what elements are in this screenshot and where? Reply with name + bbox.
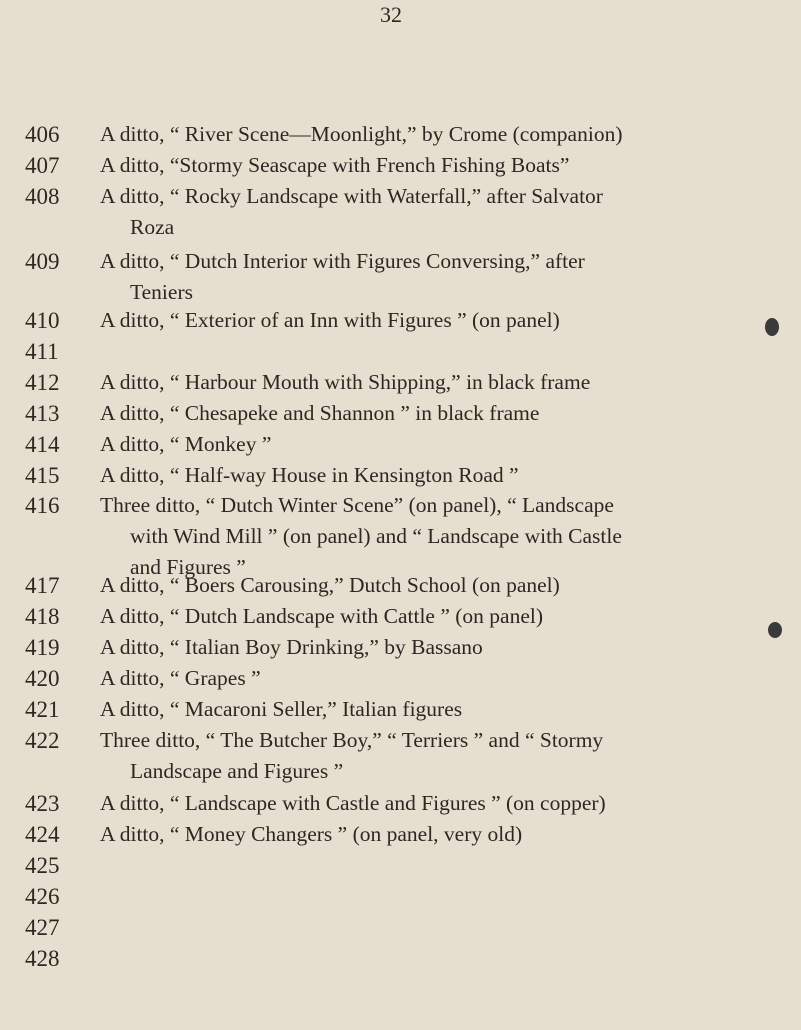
lot-description-line: Landscape and Figures ” bbox=[130, 759, 344, 783]
lot-number: 410 bbox=[25, 308, 60, 333]
lot-number: 418 bbox=[25, 604, 60, 629]
lot-description-line: A ditto, “ Italian Boy Drinking,” by Bassano bbox=[100, 635, 483, 659]
lot-number: 421 bbox=[25, 697, 60, 722]
lot-number: 417 bbox=[25, 573, 60, 598]
lot-number: 415 bbox=[25, 463, 60, 488]
lot-description bbox=[100, 246, 680, 308]
lot-description bbox=[100, 460, 680, 491]
lot-description-line: Three ditto, “ The Butcher Boy,” “ Terriers ” and “ Stormy bbox=[100, 728, 604, 752]
lot-description bbox=[100, 725, 680, 787]
lot-number: 412 bbox=[25, 370, 60, 395]
lot-description-line: A ditto, “ Boers Carousing,” Dutch School (on panel) bbox=[100, 573, 560, 597]
lot-number: 416 bbox=[25, 493, 60, 518]
lot-number: 411 bbox=[25, 339, 59, 364]
lot-description bbox=[100, 150, 680, 181]
lot-description-line: A ditto, “ Exterior of an Inn with Figures ” (on panel) bbox=[100, 308, 560, 332]
lot-description-line: A ditto, “ Rocky Landscape with Waterfall,” after Salvator bbox=[100, 184, 603, 208]
lot-description-line: Teniers bbox=[130, 280, 193, 304]
lot-description-line: A ditto, “ Landscape with Castle and Figures ” (on copper) bbox=[100, 791, 606, 815]
lot-description-line: A ditto, “ Money Changers ” (on panel, very old) bbox=[100, 822, 523, 846]
lot-description bbox=[100, 398, 680, 429]
lot-number: 426 bbox=[25, 884, 60, 909]
lot-number: 413 bbox=[25, 401, 60, 426]
lot-number: 422 bbox=[25, 728, 60, 753]
lot-description bbox=[100, 788, 680, 819]
lot-number: 407 bbox=[25, 153, 60, 178]
lot-number: 406 bbox=[25, 122, 60, 147]
lot-number: 408 bbox=[25, 184, 60, 209]
lot-number: 423 bbox=[25, 791, 60, 816]
lot-description-line: Roza bbox=[130, 215, 175, 239]
lot-description bbox=[100, 601, 680, 632]
lot-description bbox=[100, 367, 680, 398]
lot-number: 425 bbox=[25, 853, 60, 878]
lot-description bbox=[100, 570, 680, 601]
stain-mark-lower bbox=[768, 622, 782, 638]
lot-description-line: A ditto, “ Macaroni Seller,” Italian figures bbox=[100, 697, 463, 721]
lot-description-line: A ditto, “ Grapes ” bbox=[100, 666, 261, 690]
lot-description bbox=[100, 429, 680, 460]
page-number: 32 bbox=[380, 2, 402, 27]
lot-description-line: and Figures ” bbox=[130, 555, 246, 579]
lot-description-line: A ditto, “ Dutch Interior with Figures Conversing,” after bbox=[100, 249, 585, 273]
lot-number: 414 bbox=[25, 432, 60, 457]
lot-description-line: Three ditto, “ Dutch Winter Scene” (on panel), “ Landscape bbox=[100, 493, 614, 517]
lot-description-line: A ditto, “ Half-way House in Kensington Road ” bbox=[100, 463, 519, 487]
lot-description-line: A ditto, “ Dutch Landscape with Cattle ” (on panel) bbox=[100, 604, 544, 628]
stain-mark-upper bbox=[765, 318, 779, 336]
lot-number: 427 bbox=[25, 915, 60, 940]
lot-description-line: A ditto, “ River Scene—Moonlight,” by Crome (companion) bbox=[100, 122, 623, 146]
lot-description bbox=[100, 663, 680, 694]
lot-number: 424 bbox=[25, 822, 60, 847]
lot-number: 420 bbox=[25, 666, 60, 691]
lot-description bbox=[100, 819, 680, 850]
lot-description-line: A ditto, “ Chesapeke and Shannon ” in black frame bbox=[100, 401, 540, 425]
lot-number: 419 bbox=[25, 635, 60, 660]
lot-description-line: A ditto, “Stormy Seascape with French Fishing Boats” bbox=[100, 153, 570, 177]
lot-description-line: A ditto, “ Harbour Mouth with Shipping,” in black frame bbox=[100, 370, 591, 394]
lot-description bbox=[100, 181, 680, 243]
lot-number: 409 bbox=[25, 249, 60, 274]
lot-number: 428 bbox=[25, 946, 60, 971]
lot-description bbox=[100, 694, 680, 725]
lot-description bbox=[100, 119, 680, 150]
lot-description bbox=[100, 632, 680, 663]
lot-description bbox=[100, 305, 680, 336]
lot-description-line: A ditto, “ Monkey ” bbox=[100, 432, 272, 456]
lot-description-line: with Wind Mill ” (on panel) and “ Landscape with Castle bbox=[130, 524, 622, 548]
